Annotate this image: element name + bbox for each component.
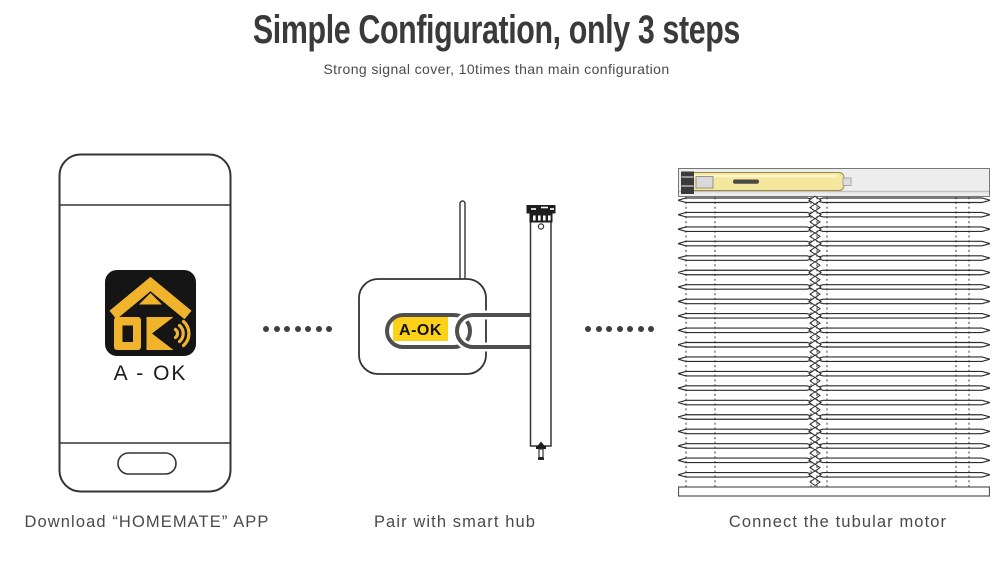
- step3-caption: Connect the tubular motor: [728, 513, 948, 531]
- dot: [305, 326, 311, 332]
- smartphone-illustration: [58, 153, 232, 493]
- dot: [316, 326, 322, 332]
- smart-hub-pairing-illustration: [358, 198, 560, 470]
- dot: [648, 326, 654, 332]
- phone-home-button: [118, 453, 176, 474]
- blind-bottomrail: [679, 487, 990, 496]
- dot: [263, 326, 269, 332]
- motor-tube: [531, 220, 552, 446]
- dots-connector-1: [263, 326, 332, 332]
- dot: [606, 326, 612, 332]
- pleated-blind-illustration: [678, 168, 990, 500]
- subheader: [0, 61, 993, 79]
- tube-end-cap: [843, 178, 851, 186]
- page-title: Simple Configuration, only 3 steps: [252, 8, 741, 52]
- aok-app-icon: [105, 270, 196, 356]
- tube-marking: [733, 180, 759, 184]
- dot: [326, 326, 332, 332]
- blind-headrail: [679, 169, 990, 197]
- dot: [284, 326, 290, 332]
- dot: [274, 326, 280, 332]
- blind-pleats: [678, 196, 990, 485]
- dot: [627, 326, 633, 332]
- header: [0, 8, 993, 52]
- drive-shaft: [539, 449, 543, 458]
- dots-connector-2: [585, 326, 654, 332]
- antenna-icon: [460, 201, 465, 280]
- motor-setting-hole: [538, 224, 543, 229]
- step2-caption: Pair with smart hub: [373, 513, 537, 531]
- dot: [585, 326, 591, 332]
- hub-label-text: A-OK: [399, 322, 442, 339]
- dot: [596, 326, 602, 332]
- motor-adapter: [696, 177, 713, 189]
- letter-o-counter: [123, 326, 134, 343]
- step1-caption: Download “HOMEMATE” APP: [24, 513, 270, 531]
- tubular-motor-icon: [527, 205, 556, 460]
- app-icon-label: A - OK: [113, 362, 188, 385]
- motor-head-bracket: [681, 172, 694, 195]
- page-subtitle: Strong signal cover, 10times than main configuration: [323, 61, 670, 77]
- dot: [295, 326, 301, 332]
- drive-shaft-foot: [538, 458, 544, 460]
- dot: [617, 326, 623, 332]
- dot: [638, 326, 644, 332]
